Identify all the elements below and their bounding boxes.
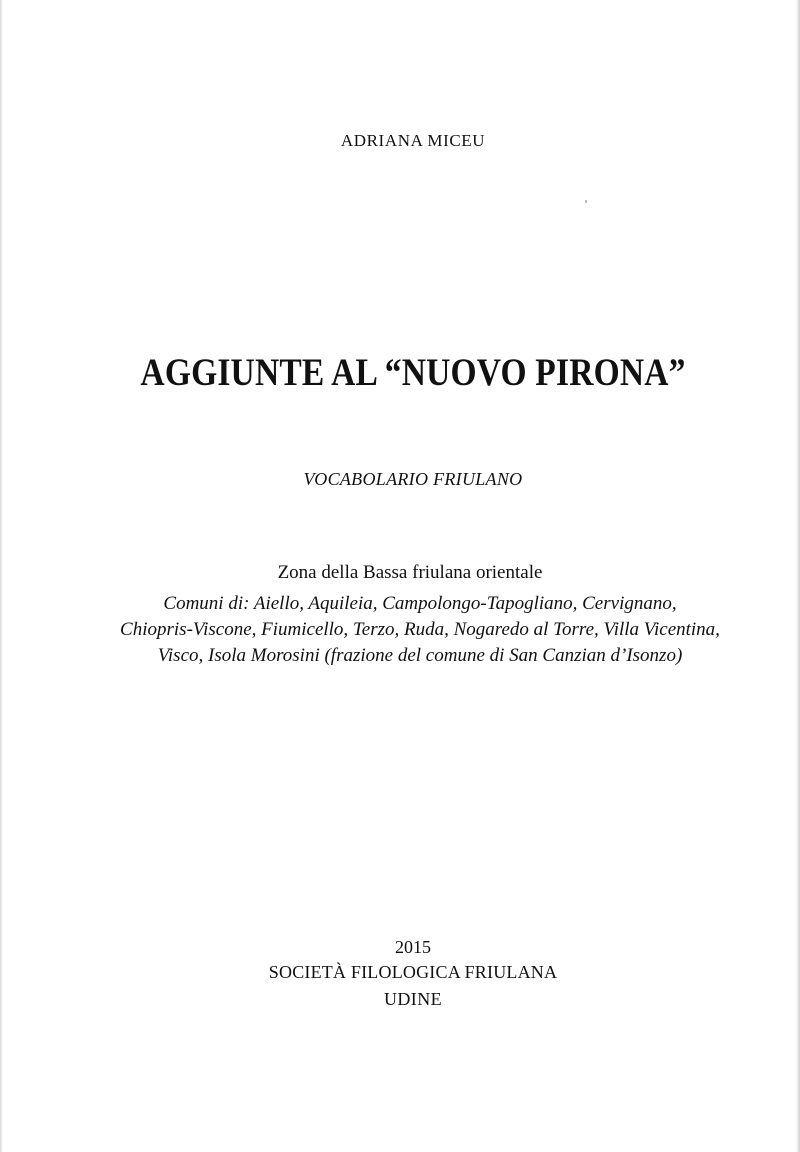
publication-city: UDINE — [384, 989, 442, 1009]
publisher-name: SOCIETÀ FILOLOGICA FRIULANA — [268, 962, 558, 982]
comuni-list — [40, 591, 800, 669]
author-name: ADRIANA MICEU — [340, 131, 486, 150]
zone-description: Zona della Bassa friulana orientale — [277, 562, 543, 583]
scan-speck — [585, 200, 587, 203]
book-subtitle: VOCABOLARIO FRIULANO — [303, 469, 523, 489]
comuni-line: Visco, Isola Morosini (frazione del comune di San Canzian d’Isonzo) — [157, 645, 683, 666]
publication-year: 2015 — [395, 937, 431, 957]
comuni-line: Comuni di: Aiello, Aquileia, Campolongo-Tapogliano, Cervignano, — [163, 593, 677, 614]
comuni-line: Chiopris-Viscone, Fiumicello, Terzo, Ruda, Nogaredo al Torre, Villa Vicentina, — [120, 619, 720, 640]
book-title: AGGIUNTE AL “NUOVO PIRONA” — [140, 351, 686, 394]
